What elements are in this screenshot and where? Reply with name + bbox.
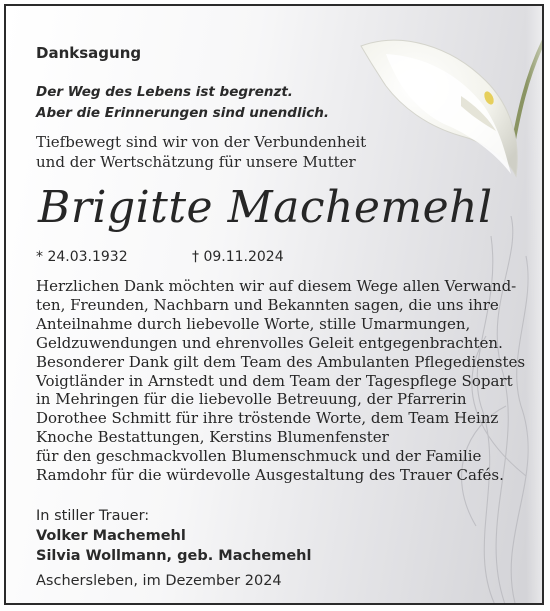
body-line: Geldzuwendungen und ehrenvolles Geleit entgegenbrachten. [36,333,503,352]
thanks-text [36,277,536,485]
mourner-name: Volker Machemehl [36,528,186,544]
body-line: Besonderer Dank gilt dem Team des Ambulanten Pflegedienstes [36,352,526,371]
motto [36,82,329,124]
birth-date: * 24.03.1932 [36,249,128,265]
motto-line: Aber die Erinnerungen sind unendlich. [36,105,329,121]
motto-line: Der Weg des Lebens ist begrenzt. [36,84,293,100]
intro-text [36,132,366,172]
body-line: Ramdohr für die würdevolle Ausgestaltung des Trauer Cafés. [36,466,504,485]
body-line: Herzlichen Dank möchten wir auf diesem Wege allen Verwand- [36,277,517,295]
mourner-name: Silvia Wollmann, geb. Machemehl [36,548,312,564]
obituary-card [4,4,544,605]
mourners-block [36,506,311,566]
deceased-name: Brigitte Machemehl [38,182,493,233]
notice-heading: Danksagung [36,44,142,62]
intro-line: Tiefbewegt sind wir von der Verbundenheit [36,133,367,151]
body-line: Voigtländer in Arnstedt und dem Team der Tagespflege Sopart [36,371,513,390]
body-line: Anteilnahme durch liebevolle Worte, stille Umarmungen, [36,314,471,333]
intro-line: und der Wertschätzung für unsere Mutter [36,153,356,171]
death-date: † 09.11.2024 [192,249,284,265]
body-line: ten, Freunden, Nachbarn und Bekannten sagen, die uns ihre [36,295,499,314]
body-line: Dorothee Schmitt für ihre tröstende Worte, dem Team Heinz [36,409,499,428]
trauer-label: In stiller Trauer: [36,508,150,524]
place-date: Aschersleben, im Dezember 2024 [36,573,282,589]
body-line: für den geschmackvollen Blumenschmuck und der Familie [36,447,482,466]
body-line: Knoche Bestattungen, Kerstins Blumenfenster [36,428,389,447]
body-line: in Mehringen für die liebevolle Betreuung, der Pfarrerin [36,390,467,409]
